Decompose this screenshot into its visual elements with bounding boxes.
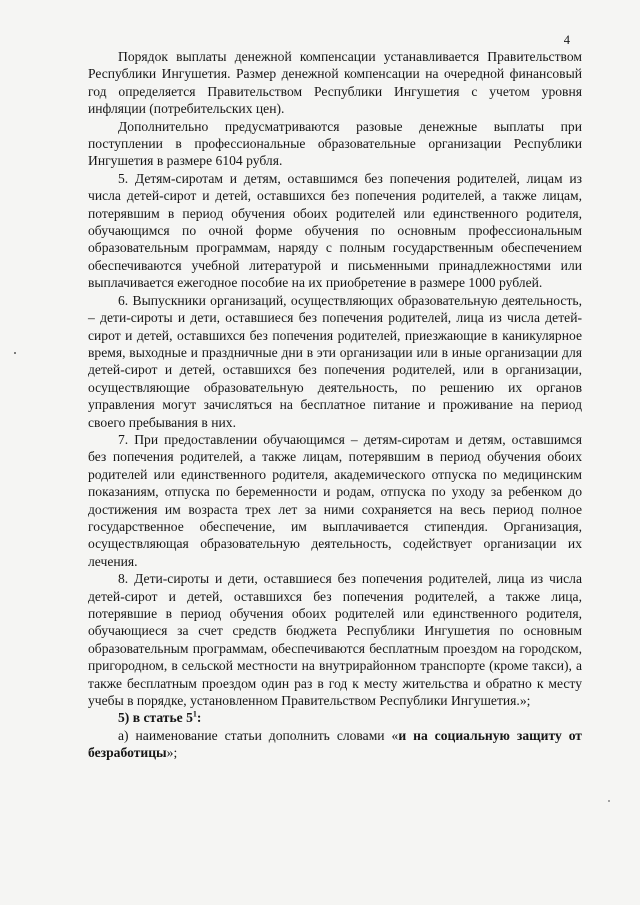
paragraph-clause-8: 8. Дети-сироты и дети, оставшиеся без попечения родителей, лица из числа детей-сирот и детей, оставшихся без попечения родителей, а также лица, потерявшие в период обучения обоих родителей или единственного родителя, обучающиеся за счет средств бюджета Республики Ингушетия по основным образовательным программам, обеспечиваются бесплатным проездом на городском, пригородном, в сельской местности на внутрирайонном транспорте (кроме такси), а также бесплатным проездом один раз в год к месту жительства и обратно к месту учебы в порядке, установленном Правительством Республики Ингушетия.»; <box>88 571 582 709</box>
page-number: 4 <box>563 33 570 47</box>
amendment-item-5 <box>88 709 582 726</box>
paragraph-compensation-order: Порядок выплаты денежной компенсации устанавливается Правительством Республики Ингушетия. Размер денежной компенсации на очередной финансовый год определяется Правительством Республики Ингушетия с учетом уровня инфляции (потребительских цен). <box>88 49 582 117</box>
scan-artifact <box>608 800 610 802</box>
amendment-item-5-colon: : <box>196 710 202 726</box>
subitem-a-bold-phrase: и на социальную защиту от безработицы <box>88 727 582 761</box>
paragraph-clause-7: 7. При предоставлении обучающимся – детям-сиротам и детям, оставшимся без попечения родителей, а также лицам, потерявшим в период обучения обоих родителей или единственного родителя, академического отпуска по медицинским показаниям, отпуска по беременности и родам, отпуска по уходу за ребенком до достижения им возраста трех лет за ними сохраняется на весь период полное государственное обеспечение, им выплачивается стипендия. Организация, осуществляющая образовательную деятельность, содействует организации их лечения. <box>88 431 582 569</box>
subitem-a-text: а) наименование статьи дополнить словами « <box>118 727 399 743</box>
paragraph-clause-6: 6. Выпускники организаций, осуществляющих образовательную деятельность, – дети-сироты и дети, оставшиеся без попечения родителей, лица из числа детей-сирот и детей, оставшихся без попечения родителей, приезжающие в каникулярное время, выходные и праздничные дни в эти организации или в иные организации для детей-сирот и детей, оставшихся без попечения родителей, или в организации, осуществляющие образовательную деятельность, по решению их органов управления могут зачисляться на бесплатное питание и проживание на период своего пребывания в них. <box>88 292 582 430</box>
scan-artifact <box>14 352 16 354</box>
amendment-item-5-text: 5) в статье 5 <box>118 710 193 726</box>
subitem-a-end: »; <box>166 745 178 761</box>
document-body <box>88 48 582 762</box>
article-superscript: 1 <box>192 709 197 719</box>
paragraph-clause-5: 5. Детям-сиротам и детям, оставшимся без попечения родителей, лицам из числа детей-сирот и детей, оставшихся без попечения родителей, а также лицам, потерявшим в период обучения обоих родителей или единственного родителя, обучающимся по очной форме обучения по основным профессиональным образовательным программам, наряду с полным государственным обеспечением обеспечиваются учебной литературой и письменными принадлежностями или выплачивается ежегодное пособие на их приобретение в размере 1000 рублей. <box>88 170 582 291</box>
amendment-subitem-a <box>88 727 582 762</box>
paragraph-one-time-payments: Дополнительно предусматриваются разовые денежные выплаты при поступлении в профессиональные образовательные организации Республики Ингушетия в размере 6104 рубля. <box>88 118 582 169</box>
